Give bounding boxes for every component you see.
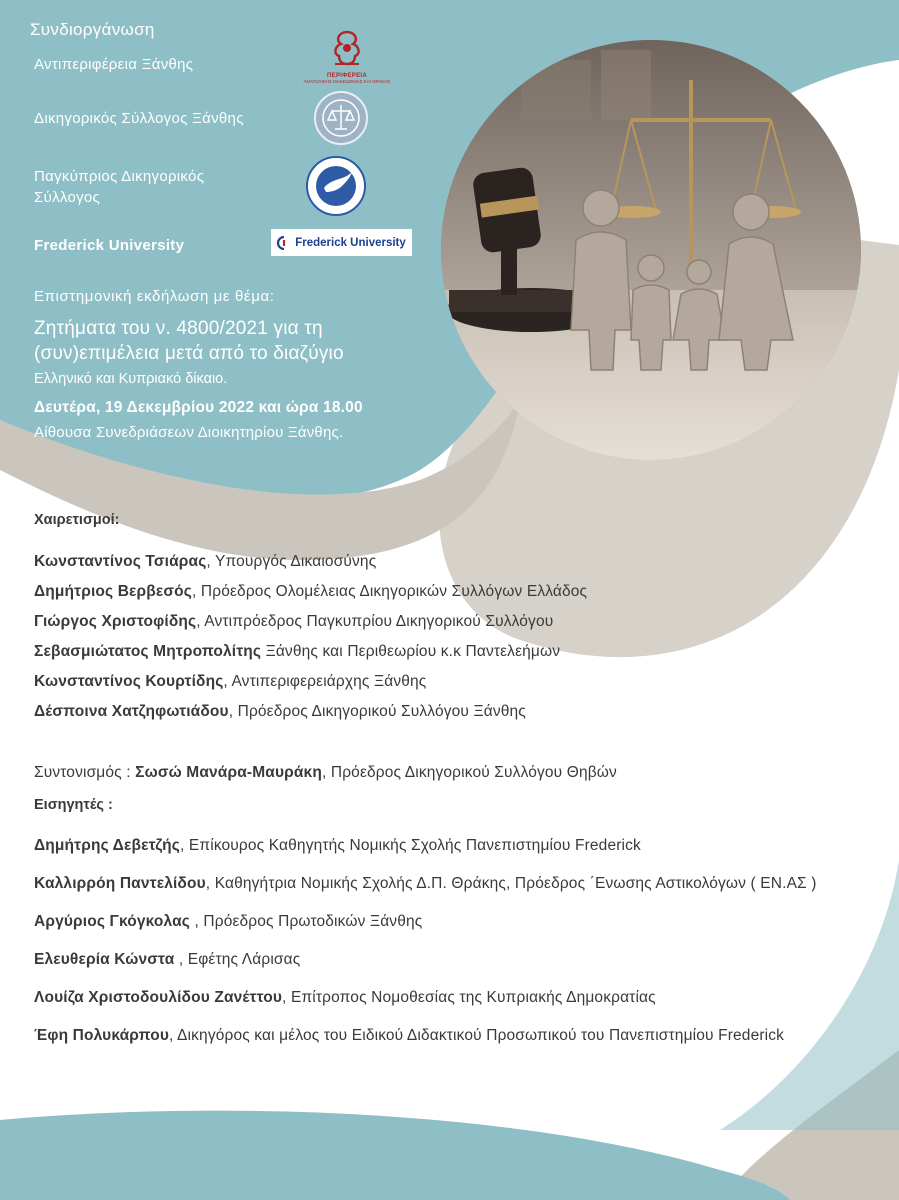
- speakers-heading: Εισηγητές :: [34, 797, 113, 813]
- coordination-label: Συντονισμός :: [34, 764, 136, 781]
- speaker-role: , Επίκουρος Καθηγητής Νομικής Σχολής Πανεπιστημίου Frederick: [179, 837, 641, 854]
- event-date: Δευτέρα, 19 Δεκεμβρίου 2022 και ώρα 18.00: [34, 399, 363, 416]
- greeting-name: Δέσποινα Χατζηφωτιάδου: [34, 703, 229, 720]
- list-item: [34, 949, 864, 970]
- speaker-name: Δημήτρης Δεβετζής: [34, 837, 180, 854]
- speaker-name: Έφη Πολυκάρπου: [34, 1027, 169, 1044]
- event-title-line-1: Ζητήματα του ν. 4800/2021 για τη: [34, 318, 323, 339]
- xanthi-bar-logo: [314, 91, 368, 145]
- organizer-frederick: Frederick University: [34, 237, 185, 254]
- greeting-role: , Πρόεδρος Δικηγορικού Συλλόγου Ξάνθης: [228, 703, 526, 720]
- speaker-role: , Πρόεδρος Πρωτοδικών Ξάνθης: [190, 913, 423, 930]
- coordinator-name: Σωσώ Μανάρα-Μαυράκη: [135, 764, 322, 781]
- cyprus-map-icon: [308, 158, 364, 214]
- scales-emblem-icon: [316, 93, 366, 143]
- organizer-periphereia: Αντιπεριφέρεια Ξάνθης: [34, 56, 194, 73]
- greetings-list: [34, 550, 587, 730]
- frederick-logo-text: Frederick University: [295, 236, 406, 249]
- speaker-name: Ελευθερία Κώνστα: [34, 951, 175, 968]
- speaker-role: , Επίτροπος Νομοθεσίας της Κυπριακής Δημοκρατίας: [282, 989, 656, 1006]
- event-venue: Αίθουσα Συνεδριάσεων Διοικητηρίου Ξάνθης.: [34, 424, 344, 441]
- list-item: [34, 700, 587, 730]
- greeting-role: , Αντιπεριφερειάρχης Ξάνθης: [223, 673, 427, 690]
- list-item: [34, 1025, 794, 1046]
- speaker-role: , Καθηγήτρια Νομικής Σχολής Δ.Π. Θράκης, Πρόεδρος ΄Ενωσης Αστικολόγων ( ΕΝ.ΑΣ ): [205, 875, 817, 892]
- list-item: [34, 911, 864, 932]
- family-law-photo: [441, 40, 861, 460]
- frederick-mark-icon: [277, 236, 291, 250]
- greeting-name: Κωνσταντίνος Κουρτίδης: [34, 673, 224, 690]
- organizer-xanthi-bar: Δικηγορικός Σύλλογος Ξάνθης: [34, 110, 244, 127]
- speaker-role: , Εφέτης Λάρισας: [174, 951, 301, 968]
- coordinator-role: , Πρόεδρος Δικηγορικού Συλλόγου Θηβών: [321, 764, 617, 781]
- list-item: [34, 640, 587, 670]
- periphereia-subcaption: ΑΝΑΤΟΛΙΚΗΣ ΜΑΚΕΔΟΝΙΑΣ ΚΑΙ ΘΡΑΚΗΣ: [303, 79, 391, 84]
- event-title-line-2: (συν)επιμέλεια μετά από το διαζύγιο: [34, 343, 344, 364]
- periphereia-logo: [302, 28, 392, 88]
- greeting-name: Γιώργος Χριστοφίδης: [34, 613, 197, 630]
- greeting-name: Σεβασμιώτατος Μητροπολίτης: [34, 643, 262, 660]
- greeting-role: , Υπουργός Δικαιοσύνης: [206, 553, 377, 570]
- greeting-role: , Πρόεδρος Ολομέλειας Δικηγορικών Συλλόγων Ελλάδος: [192, 583, 588, 600]
- list-item: [34, 987, 864, 1008]
- greeting-role: Ξάνθης και Περιθεωρίου κ.κ Παντελεήμων: [261, 643, 561, 660]
- list-item: [34, 550, 587, 580]
- event-law-note: Ελληνικό και Κυπριακό δίκαιο.: [34, 371, 228, 387]
- speakers-list: [34, 835, 864, 1063]
- greetings-heading: Χαιρετισμοί:: [34, 512, 120, 528]
- list-item: [34, 670, 587, 700]
- family-gavel-illustration: [441, 40, 861, 460]
- speaker-role: , Δικηγόρος και μέλος του Ειδικού Διδακτικού Προσωπικού του Πανεπιστημίου Frederick: [169, 1027, 785, 1044]
- cyprus-bar-logo: [306, 156, 366, 216]
- event-title: [34, 316, 344, 366]
- organizer-cyprus-bar: Παγκύπριος Δικηγορικός Σύλλογος: [34, 168, 205, 206]
- periphereia-caption: ΠΕΡΙΦΕΡΕΙΑ: [327, 73, 367, 79]
- speaker-name: Καλλιρρόη Παντελίδου: [34, 875, 206, 892]
- speaker-name: Λουίζα Χριστοδουλίδου Ζανέττου: [34, 989, 283, 1006]
- list-item: [34, 580, 587, 610]
- greeting-role: , Αντιπρόεδρος Παγκυπρίου Δικηγορικού Συλλόγου: [196, 613, 554, 630]
- greeting-name: Κωνσταντίνος Τσιάρας: [34, 553, 207, 570]
- list-item: [34, 610, 587, 640]
- greeting-name: Δημήτριος Βερβεσός: [34, 583, 192, 600]
- speaker-name: Αργύριος Γκόγκολας: [34, 913, 191, 930]
- coordination-line: [34, 764, 617, 782]
- frederick-logo: [271, 229, 412, 256]
- organizers-heading: Συνδιοργάνωση: [30, 20, 155, 39]
- periphereia-emblem-icon: [325, 28, 369, 68]
- list-item: [34, 835, 864, 856]
- list-item: [34, 873, 834, 894]
- event-subtitle: Επιστημονική εκδήλωση με θέμα:: [34, 288, 275, 305]
